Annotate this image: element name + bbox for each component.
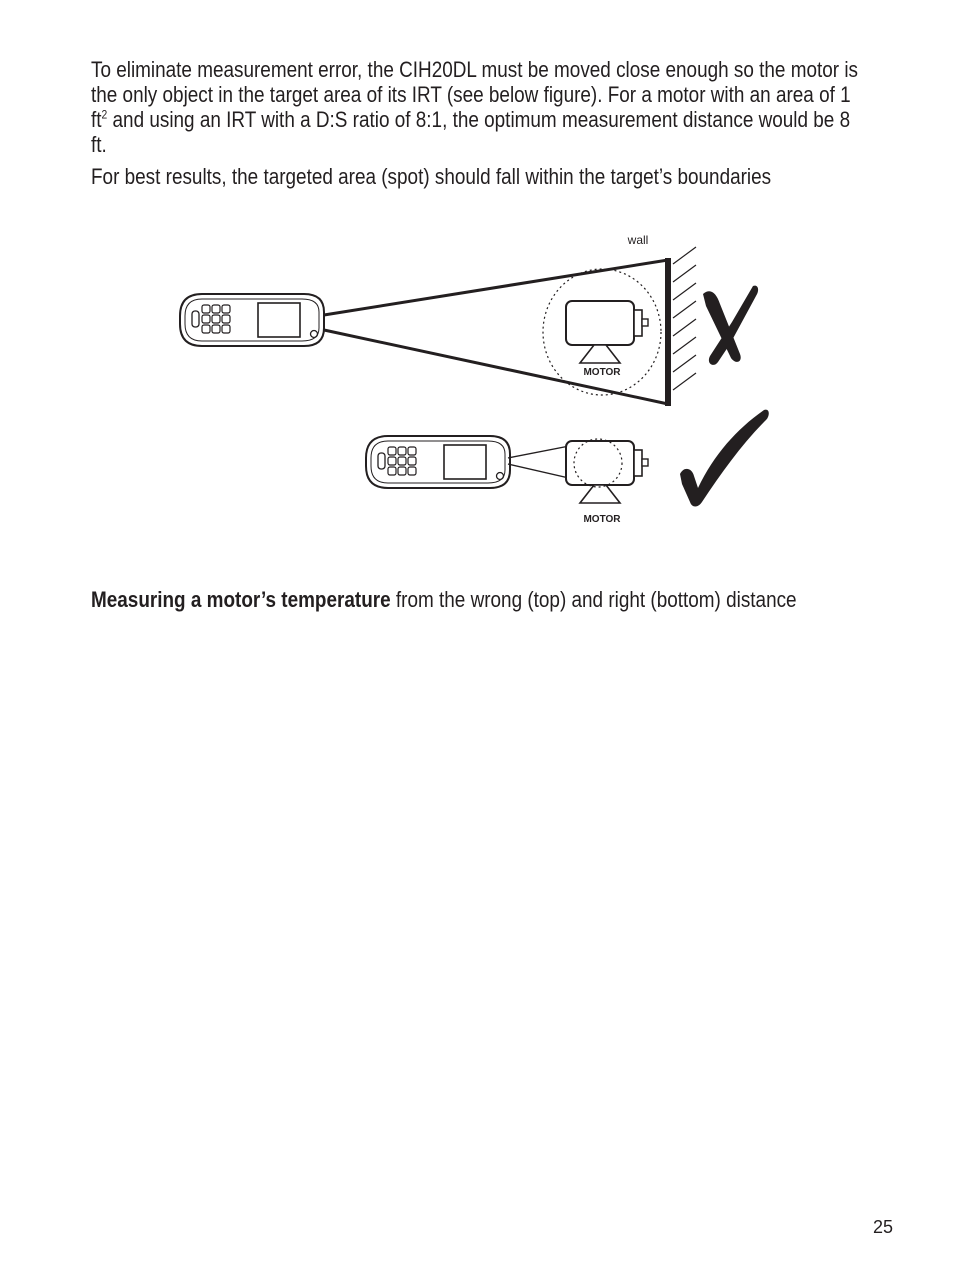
thermal-imager-device-icon	[180, 294, 324, 346]
intro-paragraph	[91, 57, 869, 157]
wrong-distance-scene	[180, 233, 758, 406]
figure-caption	[91, 587, 797, 613]
cross-mark-icon	[703, 286, 758, 365]
thermal-imager-device-icon	[366, 436, 510, 488]
motor-icon	[566, 301, 648, 363]
intro-text-part1: To eliminate measurement error, the CIH20DL must be moved close enough so the motor is the only object in the target area of its IRT (see below figure). For a motor with an area of 1 ft	[91, 57, 858, 132]
caption-rest: from the wrong (top) and right (bottom) distance	[390, 587, 797, 612]
best-results-paragraph: For best results, the targeted area (spot) should fall within the target’s boundaries	[91, 164, 772, 189]
wall-label: wall	[627, 233, 649, 247]
right-distance-scene	[366, 410, 769, 525]
motor-icon	[566, 441, 648, 503]
wall-hatching	[673, 247, 696, 390]
intro-text-part2: and using an IRT with a D:S ratio of 8:1, the optimum measurement distance would be 8 ft.	[91, 107, 851, 157]
superscript-squared: 2	[101, 107, 108, 122]
page-number: 25	[872, 1217, 893, 1237]
caption-bold: Measuring a motor’s temperature	[91, 587, 391, 612]
check-mark-icon	[680, 410, 769, 507]
motor-label-bottom: MOTOR	[583, 514, 621, 525]
measurement-distance-figure	[170, 222, 780, 532]
motor-label-top: MOTOR	[583, 367, 621, 378]
